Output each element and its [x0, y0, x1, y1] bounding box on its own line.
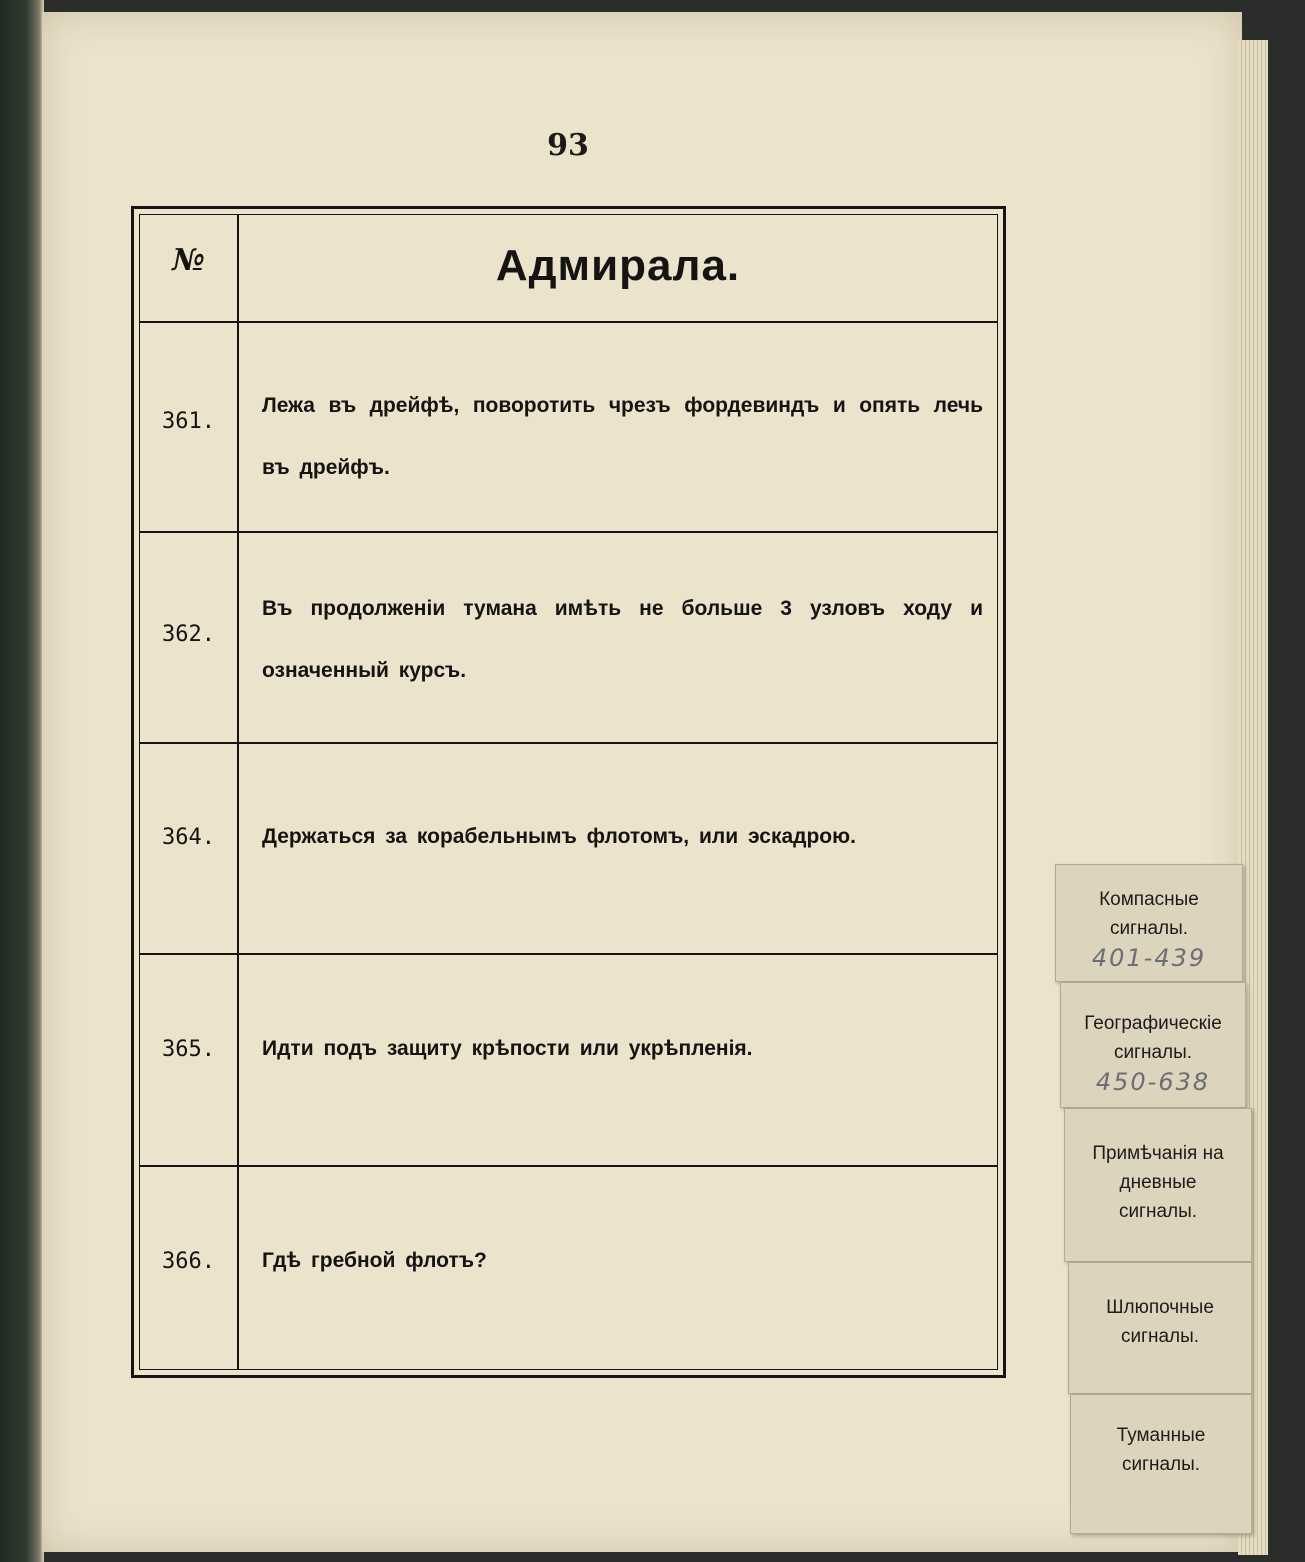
- signal-text: Держаться за корабельнымъ флотомъ, или эскадрою.: [262, 825, 856, 848]
- tab-boat-signals[interactable]: [1068, 1262, 1252, 1394]
- tab-label: сигналы.: [1118, 1201, 1198, 1222]
- tab-label: сигналы.: [1121, 1454, 1201, 1475]
- signal-text: Лежа въ дрейфѣ, поворотить чрезъ фордевиндъ и опять лечь въ дрейфъ.: [262, 394, 983, 479]
- tab-handwritten-range: 450-638: [1095, 1068, 1211, 1096]
- table-row: [140, 953, 997, 1167]
- tab-label: Туманные: [1116, 1425, 1206, 1446]
- tab-compass-signals[interactable]: [1055, 864, 1243, 982]
- tab-label: сигналы.: [1109, 918, 1189, 939]
- table-row: [140, 1165, 997, 1371]
- table-row: [140, 742, 997, 955]
- signal-text: Идти подъ защиту крѣпости или укрѣпленія.: [262, 1037, 753, 1060]
- table-row: [140, 531, 997, 744]
- page-number: 93: [547, 128, 589, 163]
- tab-label: сигналы.: [1120, 1326, 1200, 1347]
- signal-number: 365.: [162, 1037, 215, 1062]
- tab-label: сигналы.: [1113, 1042, 1193, 1063]
- tab-label: Примѣчанія на: [1092, 1143, 1224, 1164]
- tab-label: Географическіе: [1084, 1013, 1222, 1034]
- table-title: Адмирала.: [495, 241, 741, 290]
- signal-number: 364.: [162, 825, 215, 850]
- signal-table-inner: [139, 214, 998, 1370]
- tab-label: Компасные: [1099, 889, 1199, 910]
- tab-label: Шлюпочные: [1106, 1297, 1214, 1318]
- signal-number: 361.: [162, 409, 215, 434]
- tab-geographic-signals[interactable]: [1060, 982, 1246, 1108]
- number-column-header: №: [172, 243, 205, 278]
- book-spine: [0, 0, 44, 1562]
- tab-day-signal-notes[interactable]: [1064, 1108, 1252, 1262]
- tab-fog-signals[interactable]: [1070, 1394, 1252, 1534]
- tab-label: дневные: [1119, 1172, 1197, 1193]
- signal-text: Въ продолженіи тумана имѣть не больше 3 узловъ ходу и означенный курсъ.: [262, 597, 983, 682]
- signal-table: [131, 206, 1006, 1378]
- table-header: [140, 215, 997, 323]
- signal-text: Гдѣ гребной флотъ?: [262, 1249, 487, 1272]
- tab-handwritten-range: 401-439: [1091, 944, 1207, 972]
- signal-number: 366.: [162, 1249, 215, 1274]
- table-row: [140, 321, 997, 533]
- signal-number: 362.: [162, 622, 215, 647]
